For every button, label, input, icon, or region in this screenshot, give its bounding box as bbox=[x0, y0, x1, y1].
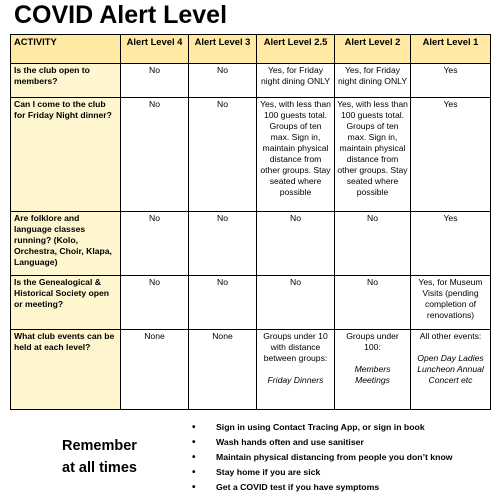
cell-text: Groups under 100: bbox=[346, 331, 399, 352]
reminder-heading bbox=[62, 435, 137, 479]
list-item bbox=[190, 435, 453, 450]
reminder-line-2: at all times bbox=[62, 460, 137, 476]
table-cell: No bbox=[121, 212, 189, 276]
cell-text: Groups under 10 with distance between groups: bbox=[263, 331, 328, 363]
list-item bbox=[190, 465, 453, 480]
bullet-icon: • bbox=[192, 482, 196, 493]
tip-text: Stay home if you are sick bbox=[216, 467, 321, 477]
activity-cell: Is the club open to members? bbox=[11, 64, 121, 98]
table-row bbox=[11, 330, 491, 410]
table-cell: Yes, with less than 100 guests total. Groups of ten max. Sign in, maintain physical distance from other groups. Stay seated where possible bbox=[335, 98, 411, 212]
cell-italic-text: Friday Dinners bbox=[267, 375, 324, 385]
activity-cell: Can I come to the club for Friday Night dinner? bbox=[11, 98, 121, 212]
table-row bbox=[11, 276, 491, 330]
bullet-icon: • bbox=[192, 422, 196, 433]
table-cell: No bbox=[121, 64, 189, 98]
table-cell bbox=[257, 330, 335, 410]
table-cell: Yes, for Friday night dining ONLY bbox=[257, 64, 335, 98]
table-cell: Yes, for Friday night dining ONLY bbox=[335, 64, 411, 98]
table-cell bbox=[335, 330, 411, 410]
table-cell bbox=[411, 330, 491, 410]
alert-level-table bbox=[10, 34, 491, 410]
table-cell: No bbox=[189, 98, 257, 212]
safety-tips-list bbox=[190, 420, 453, 495]
activity-cell: What club events can be held at each level? bbox=[11, 330, 121, 410]
activity-cell: Are folklore and language classes running? (Kolo, Orchestra, Choir, Klapa, Language) bbox=[11, 212, 121, 276]
bullet-icon: • bbox=[192, 437, 196, 448]
table-cell: Yes, with less than 100 guests total. Groups of ten max. Sign in, maintain physical distance from other groups. Stay seated where possible bbox=[257, 98, 335, 212]
table-cell: Yes bbox=[411, 212, 491, 276]
bullet-icon: • bbox=[192, 452, 196, 463]
table-cell: Yes, for Museum Visits (pending completion of renovations) bbox=[411, 276, 491, 330]
cell-italic-text: Members Meetings bbox=[354, 364, 391, 385]
table-cell: Yes bbox=[411, 64, 491, 98]
table-cell: No bbox=[335, 276, 411, 330]
table-row bbox=[11, 64, 491, 98]
table-cell: No bbox=[189, 276, 257, 330]
bullet-icon: • bbox=[192, 467, 196, 478]
list-item bbox=[190, 480, 453, 495]
list-item bbox=[190, 420, 453, 435]
table-cell: No bbox=[257, 276, 335, 330]
table-cell: None bbox=[121, 330, 189, 410]
tip-text: Maintain physical distancing from people you don’t know bbox=[216, 452, 453, 462]
table-row bbox=[11, 98, 491, 212]
table-cell: No bbox=[189, 64, 257, 98]
column-header-level-2-5: Alert Level 2.5 bbox=[257, 35, 335, 64]
table-cell: None bbox=[189, 330, 257, 410]
tip-text: Sign in using Contact Tracing App, or sign in book bbox=[216, 422, 425, 432]
column-header-level-1: Alert Level 1 bbox=[411, 35, 491, 64]
tip-text: Get a COVID test if you have symptoms bbox=[216, 482, 380, 492]
cell-text: All other events: bbox=[419, 331, 482, 341]
table-row bbox=[11, 212, 491, 276]
column-header-level-3: Alert Level 3 bbox=[189, 35, 257, 64]
table-cell: No bbox=[257, 212, 335, 276]
list-item bbox=[190, 450, 453, 465]
page-title: COVID Alert Level bbox=[14, 1, 228, 29]
column-header-activity: ACTIVITY bbox=[11, 35, 121, 64]
column-header-level-2: Alert Level 2 bbox=[335, 35, 411, 64]
table-cell: No bbox=[121, 276, 189, 330]
column-header-level-4: Alert Level 4 bbox=[121, 35, 189, 64]
table-header-row bbox=[11, 35, 491, 64]
table-cell: No bbox=[189, 212, 257, 276]
reminder-line-1: Remember bbox=[62, 438, 137, 454]
tip-text: Wash hands often and use sanitiser bbox=[216, 437, 364, 447]
table-cell: No bbox=[121, 98, 189, 212]
table-cell: Yes bbox=[411, 98, 491, 212]
cell-italic-text: Open Day Ladies Luncheon Annual Concert etc bbox=[417, 353, 484, 385]
table-cell: No bbox=[335, 212, 411, 276]
activity-cell: Is the Genealogical & Historical Society open or meeting? bbox=[11, 276, 121, 330]
